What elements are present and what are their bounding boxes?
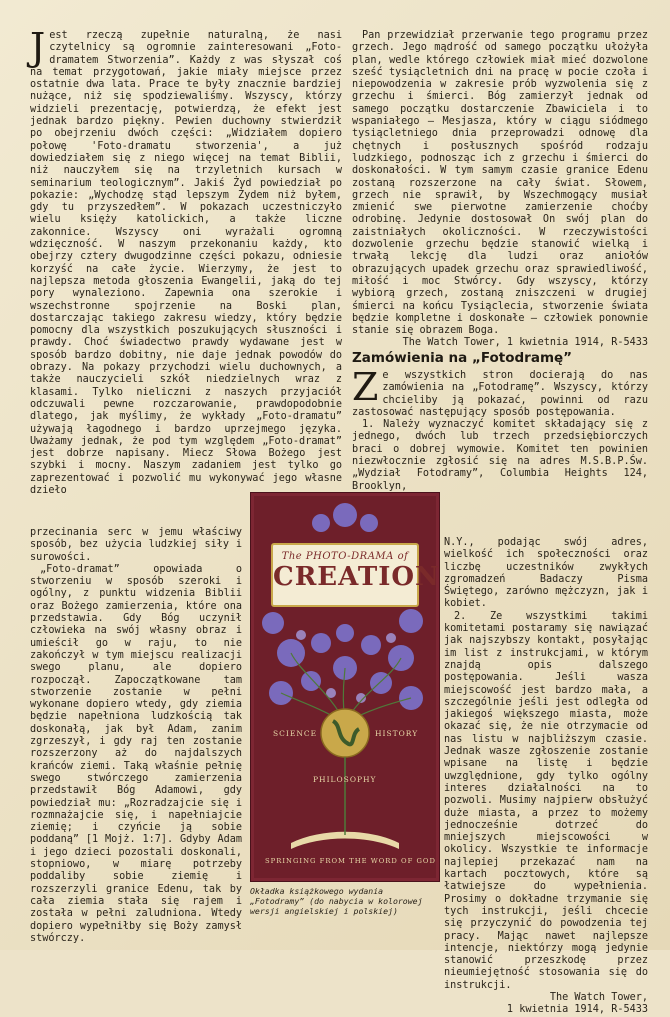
right-column-upper bbox=[352, 30, 648, 350]
section-heading: Zamówienia na „Fotodramę” bbox=[352, 350, 573, 366]
drop-cap: Z bbox=[352, 365, 379, 409]
paragraph: N.Y., podając swój adres, wielkość ich społeczności oraz liczbę uczestników zwykłych zgromadzeń Badaczy Pisma Świętego, zarówno mężczyzn, jak i kobiet. bbox=[444, 537, 648, 610]
label-science: SCIENCE bbox=[273, 729, 318, 738]
signature: The Watch Tower, bbox=[549, 991, 648, 1003]
left-column-lower bbox=[30, 527, 242, 945]
left-column-upper bbox=[30, 25, 342, 497]
signature: 1 kwietnia 1914, R-5433 bbox=[506, 1004, 648, 1016]
paragraph: Jest rzeczą zupełnie naturalną, że nasi czytelnicy są ogromnie zainteresowani „Foto-dramatem Stworzenia”. Każdy z was słyszał coś na temat przygotowań, jakie miały miejsce przez ostatnie dwa lata. Prace te były znacznie bardziej nużące, niż się spodziewaliśmy. Wszyscy, którzy widzieli prezentację, potwierdzą, że efekt jest jednak bardzo piękny. Pewien duchowny stwierdził po obejrzeniu dwóch części: „Widziałem dopiero połowę 'Foto-dramatu stworzenia', a już dowiedziałem się z niego więcej na temat Biblii, niż nauczyłem się na trzyletnich kursach w seminarium teologicznym”. Jakiś Żyd powiedział po pokazie: „Wychodzę stąd lepszym Żydem niż byłem, gdy tu przyszedłem”. W pokazach uczestniczyło wielu księży katolickich, a także liczne zakonnice. Wszyscy oni wyrażali ogromną wdzięczność. W naszym przekonaniu każdy, kto obejrzy cztery dwugodzinne części pokazu, odniesie korzyść na całe życie. Wierzymy, że jest to najlepsza metoda głoszenia Ewangelii, jaką do tej pory wynaleziono. Zapewnia ona szerokie i wszechstronne spojrzenie na Boski plan, dostarczając takiego zakresu wiedzy, który będzie pomocny dla wszystkich poszukujących słuszności i prawdy. Choć świadectwo prawdy wydawane jest w sposób bardzo dobitny, nie daje jednak powodów do obrazy. Na pokazy przychodzi wielu duchownych, a także nauczycieli szkół niedzielnych wraz z klasami. Tylko nieliczni z naszych przyjaciół odczuwali pewne rozczarowanie, prawdopodobnie dlatego, jak myślimy, że wykłady „Foto-dramatu” używają łagodnego i bardzo uprzejmego języka. Uważamy jednak, że pod tym względem „Foto-dramat” jest dobrze napisany. Miecz Słowa Bożego jest szybki i mocny. Naszym zadaniem jest tylko go zaprezentować i pozwolić mu wykonywać jego własne dzieło bbox=[30, 25, 342, 496]
paragraph: Ze wszystkich stron docierają do nas zamówienia na „Fotodramę”. Wszyscy, którzy chcieliby ją pokazać, powinni od razu zastosować następujący sposób postępowania. bbox=[352, 365, 648, 418]
right-column-beside-figure bbox=[444, 537, 648, 1017]
drop-cap: J bbox=[30, 25, 46, 69]
figure-caption: Okładka książkowego wydania „Fotodramy” (do nabycia w kolorowej wersji angielskiej i polskiej) bbox=[250, 886, 423, 916]
book-title-small: The PHOTO-DRAMA of bbox=[281, 551, 409, 562]
paragraph: 1. Należy wyznaczyć komitet składający się z jednego, dwóch lub trzech przedsiębiorczych braci o dobrej wymowie. Komitet ten powinien niezwłocznie zgłosić się na adres M.S.B.P.Św. „Wydział Fotodramy”, Columbia Heights 124, Brooklyn, bbox=[352, 419, 648, 492]
label-philosophy: PHILOSOPHY bbox=[313, 775, 377, 784]
label-history: HISTORY bbox=[375, 729, 419, 738]
paragraph: „Foto-dramat” opowiada o stworzeniu w sposób szeroki i ogólny, z punktu widzenia Biblii oraz Bożego zamierzenia, które ona przedstawia. Gdy Bóg uczynił człowieka na swój własny obraz i umieścił go w raju, to nie zakończył w tym miejscu realizacji swego planu, ale dopiero rozpoczął. Zapoczątkowane tam stworzenie zostanie w pełni wykonane dopiero wtedy, gdy ziemia będzie napełniona ludzkością tak doskonałą, jak był Adam, zanim zgrzeszył, i gdy raj ten zostanie rozszerzony aż do najdalszych krańców ziemi. Taką właśnie pełnię swego stwórczego zamierzenia przedstawił Bóg Adamowi, gdy powiedział mu: „Rozradzajcie się i rozmnażajcie się, i napełniajcie ziemię; i czyńcie ją sobie poddaną” [1 Mojż. 1:7]. Gdyby Adam i jego dzieci pozostali doskonali, stopniowo, w miarę potrzeby poddaliby sobie ziemię i rozszerzyli granice Edenu, tak by cała ziemia stała się rajem i została w pełni zaludniona. Wtedy dopiero wypełniłby się Boży zamysł stwórczy. bbox=[30, 563, 242, 944]
paragraph: 2. Ze wszystkimi takimi komitetami postaramy się nawiązać jak najszybszy kontakt, posyłając im list z instrukcjami, w którym znajdą opis dalszego postępowania. Jeśli wasza miejscowość jest bardzo mała, a szczególnie jeśli jest odległa od jakiegoś większego miasta, może okazać się, że nie otrzymacie od nas listu w najbliższym czasie. Jednak wasze zgłoszenie zostanie wpisane na listę i będzie uwzględnione, gdy tylko ogólny interes działalności na to pozwoli. Musimy najpierw obsłużyć duże miasta, a przez to możemy jednocześnie dotrzeć do mniejszych miejscowości w okolicy. Wszystkie te informacje najlepiej przekazać nam na kartach pocztowych, które są łatwiejsze do wypełnienia. Prosimy o dokładne trzymanie się tych instrukcji, jeśli chcecie się przyczynić do powodzenia tej pracy. Mając nawet najlepsze intencje, niektórzy mogą jedynie stanowić przeszkodę przez nieumiejętność stosowania się do instrukcji. bbox=[444, 610, 648, 991]
right-column-lower bbox=[352, 365, 648, 493]
book-title-big: CREATION bbox=[273, 562, 440, 592]
book-title-panel bbox=[271, 543, 440, 607]
label-springing: SPRINGING FROM THE WORD OF GOD bbox=[265, 857, 436, 865]
book-cover-image bbox=[250, 492, 440, 882]
paragraph: przecinania serc w jemu właściwy sposób, bez użycia ludzkiej siły i surowości. bbox=[30, 527, 242, 563]
paragraph: Pan przewidział przerwanie tego programu przez grzech. Jego mądrość od samego początku ułożyła plan, wedle którego człowiek miał mieć dozwolone sześć tysiącletnich dni na pracę w pocie czoła i niepowodzenia w zakresie prób wyzwolenia się z grzechu i śmierci. Bóg zamierzył jednak od samego początku dostarczenie Zbawiciela i to wspaniałego – Mesjasza, który w ciągu siódmego tysiącletniego dnia przeprowadzi odnowę dla chętnych i posłusznych spośród rodzaju ludzkiego, podnosząc ich z grzechu i śmierci do doskonałości. W tym samym czasie granice Edenu zostaną rozszerzone na cały świat. Słowem, grzech nie sprawił, by Wszechmogący musiał zmienić swe pierwotne zamierzenie choćby odrobinę. Jedynie dostosował On swój plan do zaistniałych okoliczności. W rzeczywistości dozwolenie grzechu będzie stanowić wielką i trwałą lekcję dla ludzi oraz aniołów obrazujących upadek grzechu oraz sprawiedliwość, miłość i moc Stwórcy. Gdy wszyscy, którzy wybiorą grzech, zostaną zniszczeni w drugiej śmierci na końcu Tysiąclecia, stworzenie świata będzie kompletne i doskonałe – człowiek ponownie stanie się obrazem Boga. bbox=[352, 30, 648, 337]
signature: The Watch Tower, 1 kwietnia 1914, R-5433 bbox=[402, 337, 648, 349]
